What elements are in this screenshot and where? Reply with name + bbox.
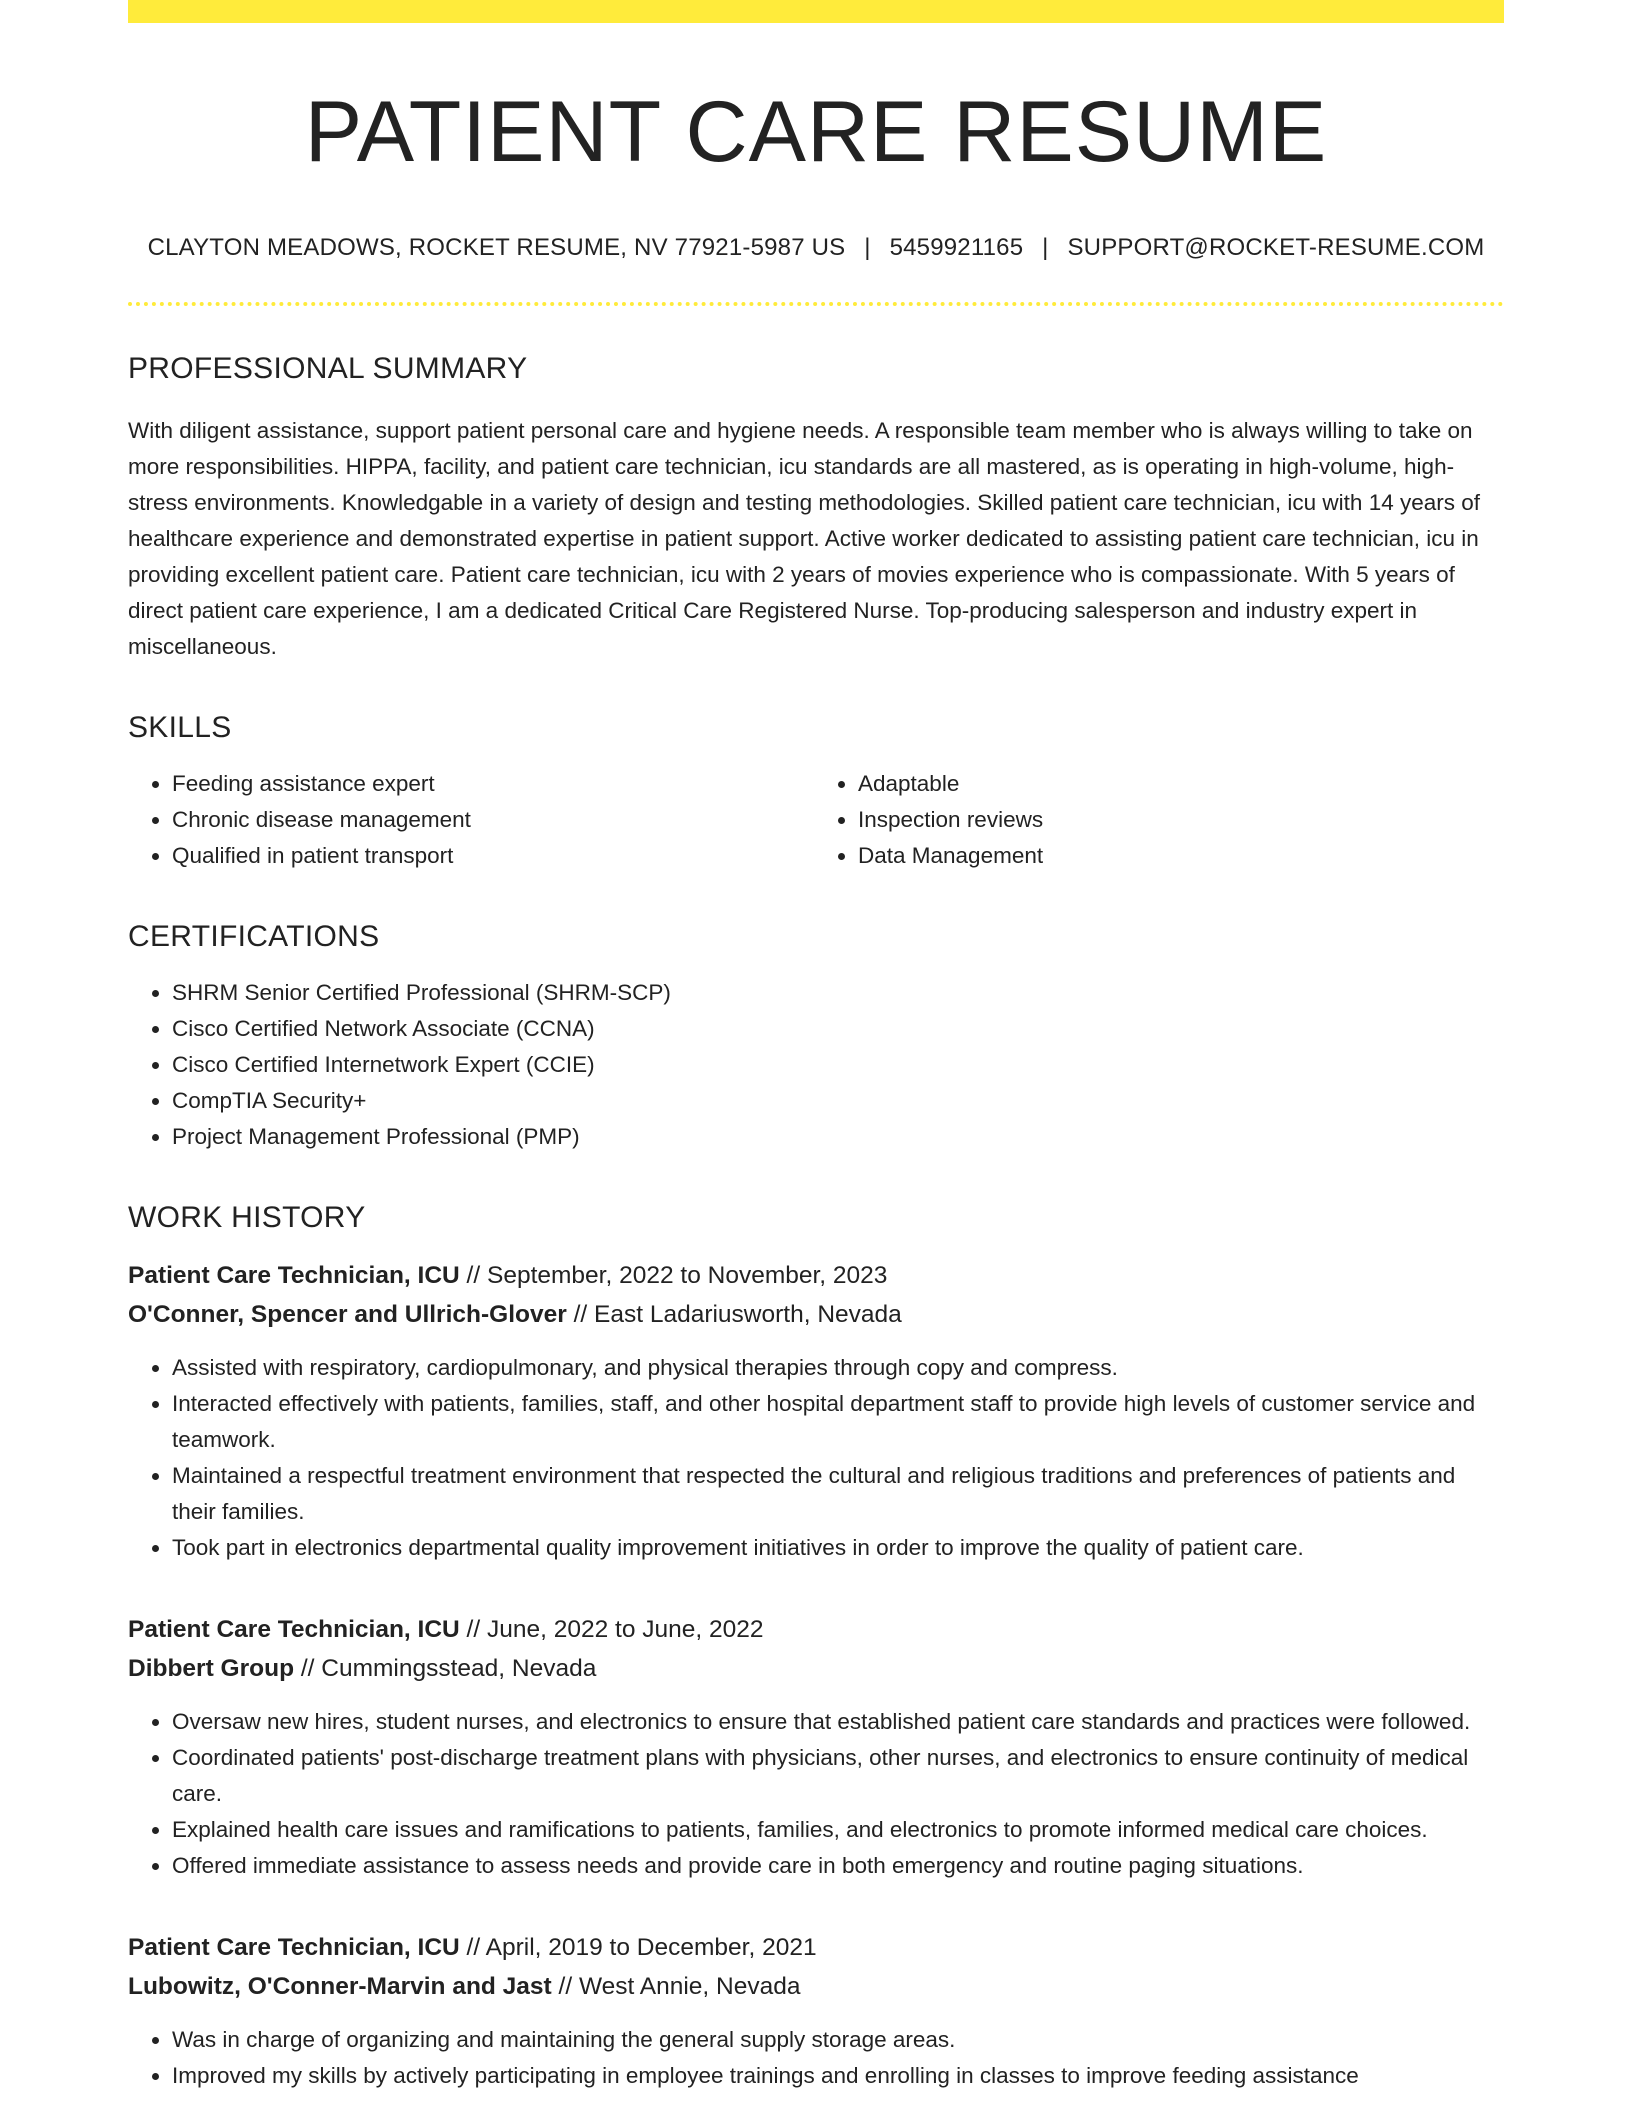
job-bullet: • Improved my skills by actively participating in employee trainings and enrolling in classes to improve feeding assistance — [172, 2058, 1504, 2094]
skill-item: • Inspection reviews — [858, 802, 1504, 838]
job-entry — [128, 1610, 1504, 1884]
skill-item: • Qualified in patient transport — [172, 838, 818, 874]
job-title: Patient Care Technician, ICU — [128, 1933, 460, 1961]
job-company-line — [128, 1649, 1504, 1688]
job-location: // Cummingsstead, Nevada — [294, 1654, 597, 1682]
skills-list-right — [818, 766, 1504, 874]
contact-line — [128, 234, 1504, 262]
skills-columns — [128, 766, 1504, 874]
job-entry — [128, 1256, 1504, 1566]
job-title-line — [128, 1928, 1504, 1967]
job-dates: // September, 2022 to November, 2023 — [459, 1261, 888, 1289]
job-bullets — [128, 1704, 1504, 1884]
certifications-section — [128, 920, 1504, 1155]
page-title: PATIENT CARE RESUME — [304, 84, 1328, 180]
job-bullet: • Assisted with respiratory, cardiopulmonary, and physical therapies through copy and compress. — [172, 1350, 1504, 1386]
contact-separator: | — [1042, 233, 1049, 261]
job-entry — [128, 1928, 1504, 2094]
certifications-list — [128, 975, 1504, 1155]
skill-item: • Adaptable — [858, 766, 1504, 802]
job-company: O'Conner, Spencer and Ullrich-Glover — [128, 1300, 567, 1328]
job-title-line — [128, 1256, 1504, 1295]
job-bullet: • Offered immediate assistance to assess needs and provide care in both emergency and routine paging situations. — [172, 1848, 1504, 1884]
work-history-section — [128, 1201, 1504, 2094]
job-location: // East Ladariusworth, Nevada — [566, 1300, 902, 1328]
skill-item: • Data Management — [858, 838, 1504, 874]
job-bullet: • Coordinated patients' post-discharge treatment plans with physicians, other nurses, and electronics to ensure continuity of medical care. — [172, 1740, 1504, 1812]
work-history-heading: WORK HISTORY — [128, 1200, 366, 1234]
certification-item: • Cisco Certified Network Associate (CCNA) — [172, 1011, 1504, 1047]
job-bullet: • Maintained a respectful treatment environment that respected the cultural and religious traditions and preferences of patients and their families. — [172, 1458, 1504, 1530]
contact-address: CLAYTON MEADOWS, ROCKET RESUME, NV 77921-5987 US — [147, 233, 846, 261]
job-title: Patient Care Technician, ICU — [128, 1615, 460, 1643]
summary-section — [128, 352, 1504, 665]
job-company: Dibbert Group — [128, 1654, 295, 1682]
job-company-line — [128, 1295, 1504, 1334]
dotted-divider — [128, 302, 1504, 306]
skills-section — [128, 711, 1504, 874]
job-location: // West Annie, Nevada — [551, 1972, 801, 2000]
job-bullet: • Was in charge of organizing and maintaining the general supply storage areas. — [172, 2022, 1504, 2058]
job-title: Patient Care Technician, ICU — [128, 1261, 460, 1289]
summary-text: With diligent assistance, support patient personal care and hygiene needs. A responsible team member who is always willing to take on more responsibilities. HIPPA, facility, and patient care technician, icu standards are all mastered, as is operating in high-volume, high-stress environments. Knowledgable in a variety of design and testing methodologies. Skilled patient care technician, icu with 14 years of healthcare experience and demonstrated expertise in patient support. Active worker dedicated to assisting patient care technician, icu in providing excellent patient care. Patient care technician, icu with 2 years of movies experience who is compassionate. With 5 years of direct patient care experience, I am a dedicated Critical Care Registered Nurse. Top-producing salesperson and industry expert in miscellaneous. — [128, 417, 1481, 659]
job-bullet: • Oversaw new hires, student nurses, and electronics to ensure that established patient care standards and practices were followed. — [172, 1704, 1504, 1740]
certification-item: • Project Management Professional (PMP) — [172, 1119, 1504, 1155]
skills-heading: SKILLS — [128, 710, 232, 744]
job-title-line — [128, 1610, 1504, 1649]
job-dates: // April, 2019 to December, 2021 — [459, 1933, 817, 1961]
resume-page — [128, 0, 1504, 2094]
job-bullet: • Took part in electronics departmental quality improvement initiatives in order to improve the quality of patient care. — [172, 1530, 1504, 1566]
skill-item: • Feeding assistance expert — [172, 766, 818, 802]
job-company-line — [128, 1967, 1504, 2006]
job-dates: // June, 2022 to June, 2022 — [459, 1615, 764, 1643]
contact-email: SUPPORT@ROCKET-RESUME.COM — [1067, 233, 1485, 261]
job-bullet: • Explained health care issues and ramifications to patients, families, and electronics to promote informed medical care choices. — [172, 1812, 1504, 1848]
accent-top-bar — [128, 0, 1504, 23]
certification-item: • CompTIA Security+ — [172, 1083, 1504, 1119]
skills-list-left — [128, 766, 818, 874]
certification-item: • SHRM Senior Certified Professional (SHRM-SCP) — [172, 975, 1504, 1011]
certification-item: • Cisco Certified Internetwork Expert (CCIE) — [172, 1047, 1504, 1083]
contact-phone: 5459921165 — [889, 233, 1024, 261]
certifications-heading: CERTIFICATIONS — [128, 919, 380, 953]
job-bullets — [128, 2022, 1504, 2094]
skill-item: • Chronic disease management — [172, 802, 818, 838]
contact-separator: | — [864, 233, 871, 261]
job-company: Lubowitz, O'Conner-Marvin and Jast — [128, 1972, 552, 2000]
job-bullets — [128, 1350, 1504, 1566]
summary-heading: PROFESSIONAL SUMMARY — [128, 351, 528, 385]
job-bullet: • Interacted effectively with patients, families, staff, and other hospital department staff to provide high levels of customer service and teamwork. — [172, 1386, 1504, 1458]
